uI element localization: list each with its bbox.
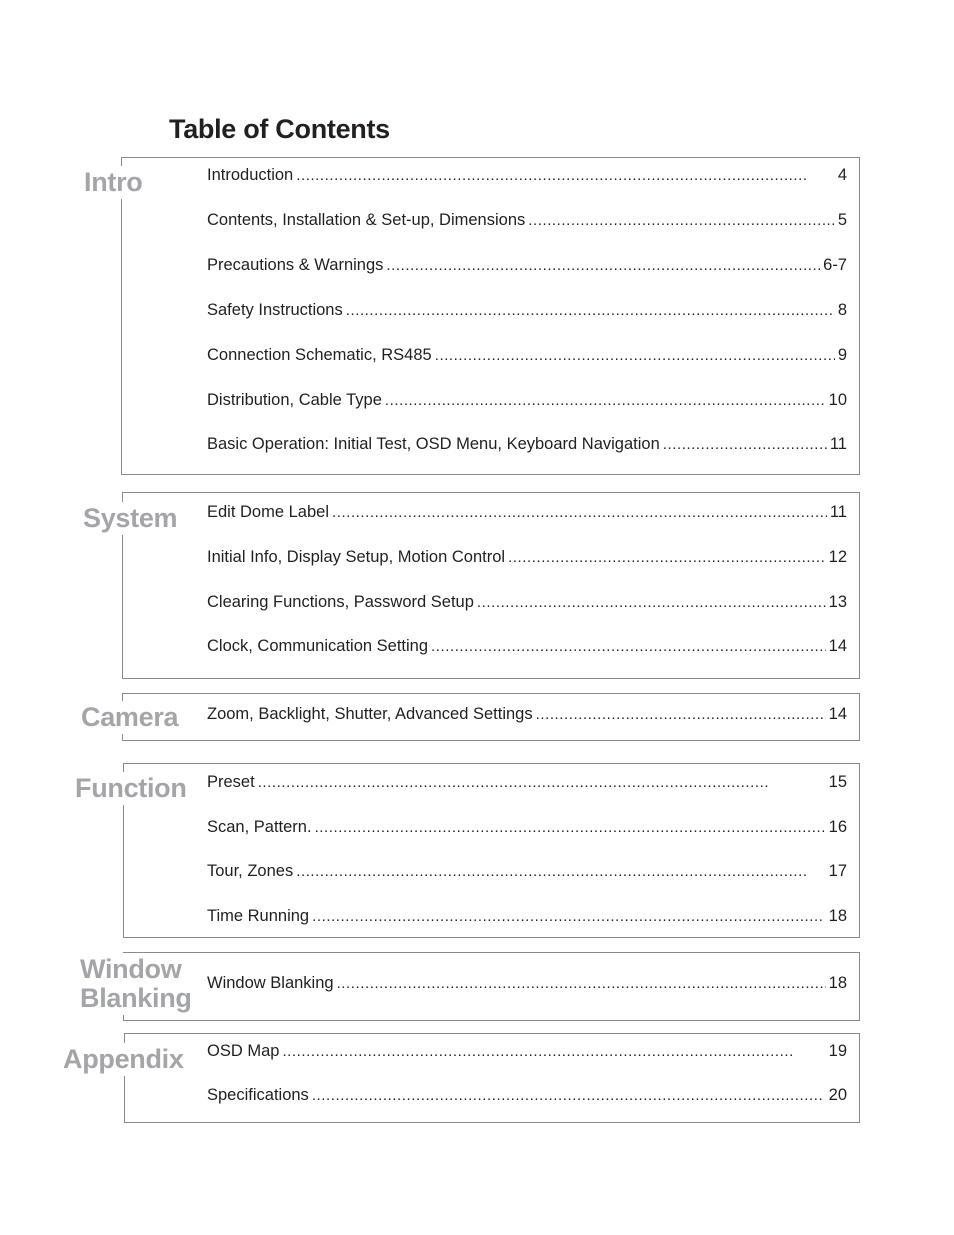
section-label-function: Function xyxy=(71,772,191,805)
toc-entry-title: Preset xyxy=(207,773,255,791)
toc-entry-page: 14 xyxy=(828,637,847,655)
toc-entry[interactable] xyxy=(207,166,847,190)
toc-entry-title: Specifications xyxy=(207,1086,309,1104)
toc-entry[interactable] xyxy=(207,256,847,280)
toc-entry-title: Distribution, Cable Type xyxy=(207,391,382,409)
dot-leader xyxy=(508,549,826,566)
section-label-window-blanking: Window Blanking xyxy=(76,953,196,1015)
dot-leader xyxy=(315,819,826,836)
toc-entry-page: 14 xyxy=(828,705,847,723)
dot-leader xyxy=(258,774,826,791)
toc-entry[interactable] xyxy=(207,974,847,998)
section-label-intro: Intro xyxy=(80,166,147,199)
toc-entry-page: 18 xyxy=(828,974,847,992)
dot-leader xyxy=(435,347,835,364)
toc-entry-title: Zoom, Backlight, Shutter, Advanced Settings xyxy=(207,705,533,723)
dot-leader xyxy=(386,257,820,274)
toc-entry[interactable] xyxy=(207,593,847,617)
toc-entry-page: 17 xyxy=(828,862,847,880)
toc-entry-title: Clearing Functions, Password Setup xyxy=(207,593,474,611)
toc-entry[interactable] xyxy=(207,818,847,842)
toc-entry-page: 19 xyxy=(828,1042,847,1060)
toc-entry[interactable] xyxy=(207,862,847,886)
toc-entry[interactable] xyxy=(207,705,847,729)
dot-leader xyxy=(528,212,835,229)
toc-entry-title: Time Running xyxy=(207,907,310,925)
section-label-camera: Camera xyxy=(77,701,182,734)
dot-leader xyxy=(431,638,826,655)
toc-entry-title: Basic Operation: Initial Test, OSD Menu, Keyboard Navigation xyxy=(207,435,660,453)
toc-entry-title: Scan, Pattern. xyxy=(207,818,312,836)
toc-entry[interactable] xyxy=(207,773,847,797)
toc-entry[interactable] xyxy=(207,548,847,572)
toc-entry-title: Contents, Installation & Set-up, Dimensions xyxy=(207,211,526,229)
toc-entry-page: 4 xyxy=(837,166,847,184)
toc-entry-title: Tour, Zones xyxy=(207,862,294,880)
toc-entry[interactable] xyxy=(207,1086,847,1110)
toc-entry[interactable] xyxy=(207,346,847,370)
toc-entry-page: 16 xyxy=(828,818,847,836)
dot-leader xyxy=(536,706,826,723)
toc-entry-title: Edit Dome Label xyxy=(207,503,329,521)
toc-entry[interactable] xyxy=(207,907,847,931)
toc-entry-page: 11 xyxy=(829,503,847,521)
toc-entry-title: OSD Map xyxy=(207,1042,280,1060)
toc-entry-page: 18 xyxy=(828,907,847,925)
toc-entry-page: 12 xyxy=(828,548,847,566)
dot-leader xyxy=(296,167,835,184)
toc-entry[interactable] xyxy=(207,1042,847,1066)
dot-leader xyxy=(477,594,826,611)
toc-entry-page: 6-7 xyxy=(823,256,847,274)
toc-entry[interactable] xyxy=(207,435,847,459)
toc-entry-title: Initial Info, Display Setup, Motion Control xyxy=(207,548,506,566)
dot-leader xyxy=(337,975,826,992)
toc-entry-page: 13 xyxy=(828,593,847,611)
toc-entry-title: Window Blanking xyxy=(207,974,334,992)
toc-entry-page: 20 xyxy=(828,1086,847,1104)
dot-leader xyxy=(385,392,826,409)
toc-entry-page: 15 xyxy=(828,773,847,791)
toc-entry-page: 11 xyxy=(829,435,847,453)
toc-entry[interactable] xyxy=(207,391,847,415)
dot-leader xyxy=(282,1043,825,1060)
toc-entry-title: Connection Schematic, RS485 xyxy=(207,346,432,364)
toc-entry-title: Introduction xyxy=(207,166,294,184)
section-label-appendix: Appendix xyxy=(59,1043,188,1076)
dot-leader xyxy=(312,908,826,925)
toc-entry-page: 9 xyxy=(837,346,847,364)
toc-entry[interactable] xyxy=(207,301,847,325)
toc-entry-page: 8 xyxy=(837,301,847,319)
toc-entry-title: Clock, Communication Setting xyxy=(207,637,429,655)
dot-leader xyxy=(332,504,827,521)
dot-leader xyxy=(663,436,827,453)
toc-entry[interactable] xyxy=(207,503,847,527)
toc-entry[interactable] xyxy=(207,637,847,661)
toc-entry-title: Precautions & Warnings xyxy=(207,256,384,274)
toc-entry-title: Safety Instructions xyxy=(207,301,343,319)
toc-entry-page: 10 xyxy=(828,391,847,409)
toc-entry-page: 5 xyxy=(837,211,847,229)
page-title: Table of Contents xyxy=(169,114,390,144)
dot-leader xyxy=(296,863,825,880)
toc-entry[interactable] xyxy=(207,211,847,235)
dot-leader xyxy=(346,302,835,319)
dot-leader xyxy=(312,1087,826,1104)
section-label-system: System xyxy=(79,502,181,535)
